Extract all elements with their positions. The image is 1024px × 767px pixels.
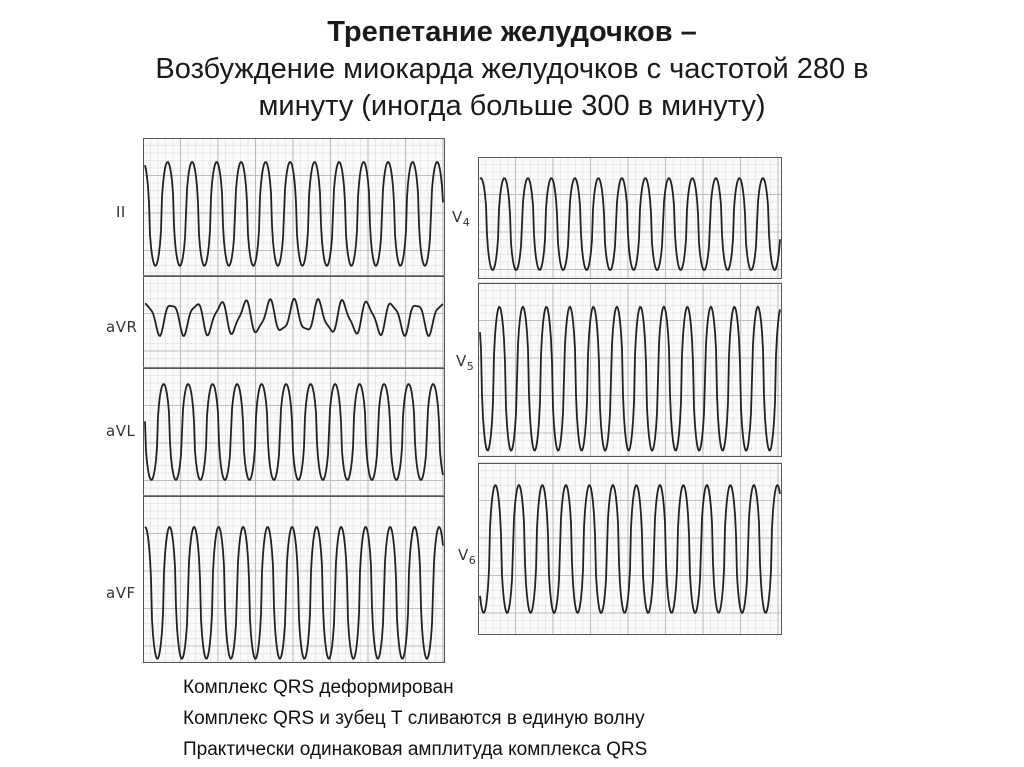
ecg-right-panel xyxy=(478,157,782,635)
lead-label-avl: aVL xyxy=(106,422,136,440)
lead-label-v4-sub: 4 xyxy=(462,216,471,229)
ecg-strip-ii xyxy=(143,138,445,276)
ecg-strip-avf xyxy=(143,496,445,663)
ecg-strip-avr xyxy=(143,276,445,368)
lead-label-v5 xyxy=(456,352,474,373)
lead-label-ii: II xyxy=(116,203,126,221)
ecg-left-strips xyxy=(143,138,445,663)
lead-label-v5-sub: 5 xyxy=(466,360,475,373)
ecg-right-strips xyxy=(478,157,782,635)
lead-label-avf: aVF xyxy=(106,584,136,602)
lead-label-v4-text: V xyxy=(452,208,463,226)
title-line-3: минуту (иногда больше 300 в минуту) xyxy=(258,90,766,122)
note-line-1: Комплекс QRS деформирован xyxy=(183,677,454,698)
lead-label-v6 xyxy=(458,546,476,567)
title-line-2: Возбуждение миокарда желудочков с частотой 280 в xyxy=(155,53,869,85)
slide-title xyxy=(40,14,984,125)
lead-label-v4 xyxy=(452,208,470,229)
ecg-left-panel xyxy=(143,138,445,663)
note-line-3: Практически одинаковая амплитуда комплекса QRS xyxy=(183,739,648,760)
ecg-strip-avl xyxy=(143,368,445,496)
lead-label-avr: aVR xyxy=(106,318,138,336)
ecg-notes xyxy=(183,672,647,765)
ecg-strip-v6 xyxy=(478,463,782,635)
title-heading: Трепетание желудочков – xyxy=(327,16,697,48)
lead-label-v5-text: V xyxy=(456,352,467,370)
note-line-2: Комплекс QRS и зубец Т сливаются в единую волну xyxy=(183,708,645,729)
lead-label-v6-sub: 6 xyxy=(468,554,477,567)
ecg-strip-v4 xyxy=(478,157,782,279)
ecg-strip-v5 xyxy=(478,283,782,457)
lead-label-v6-text: V xyxy=(458,546,469,564)
